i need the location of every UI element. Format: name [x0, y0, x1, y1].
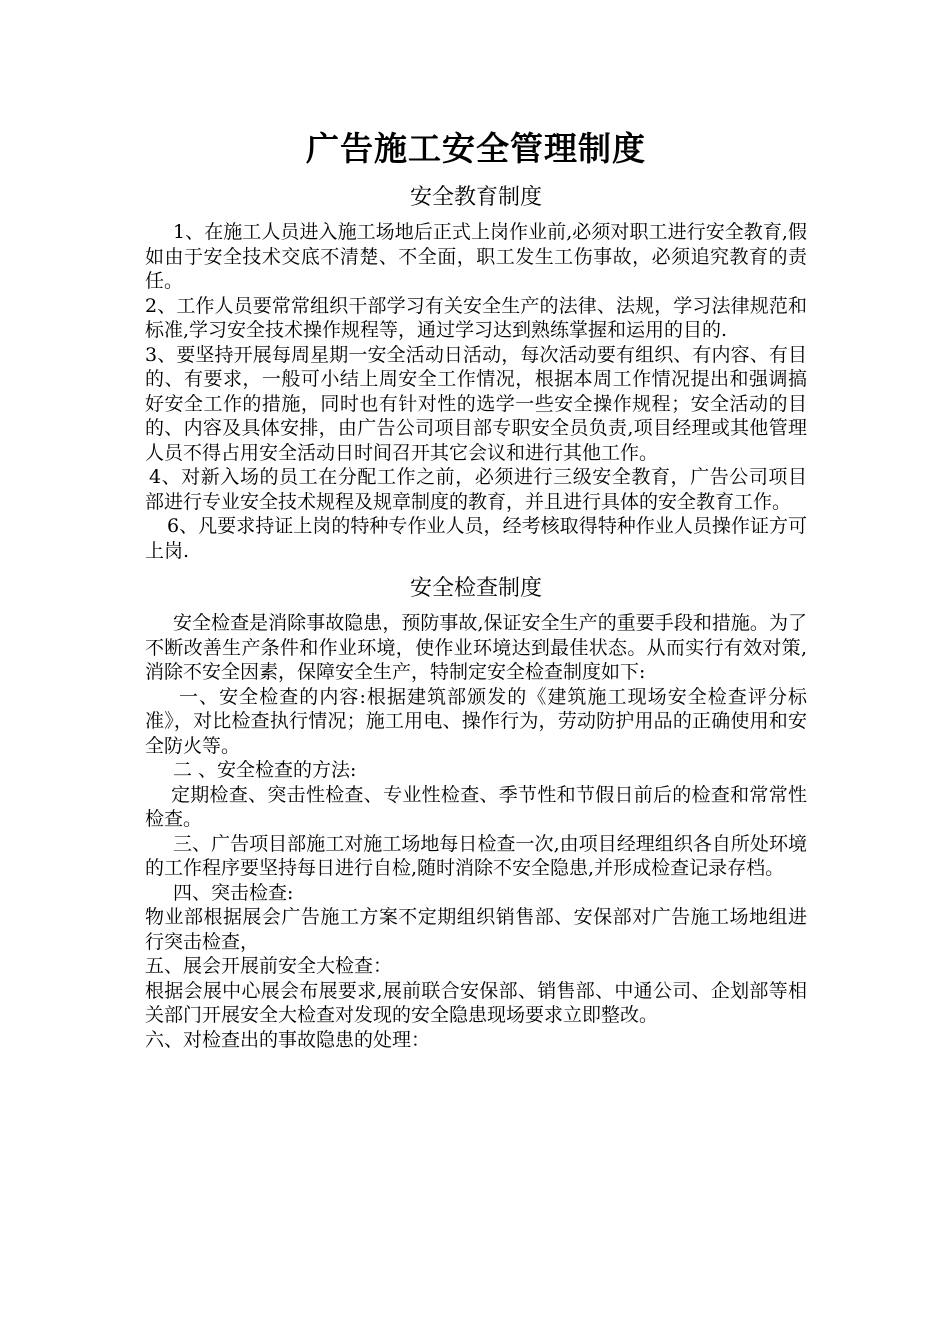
document-title: 广告施工安全管理制度	[306, 129, 646, 168]
paragraph: 2、工作人员要常常组织干部学习有关安全生产的法律、法规，学习法律规范和标准,学习安全技术操作规程等，通过学习达到熟练掌握和运用的目的.	[145, 294, 807, 341]
paragraph: 安全检查是消除事故隐患，预防事故,保证安全生产的重要手段和措施。为了不断改善生产条件和作业环境，使作业环境达到最佳状态。从而实行有效对策,消除不安全因素，保障安全生产，特制定安全检查制度如下:	[145, 612, 807, 683]
section-safety-inspection	[145, 571, 807, 1052]
section-safety-education	[145, 180, 807, 563]
document-page	[145, 120, 807, 1052]
paragraph: 1、在施工人员进入施工场地后正式上岗作业前,必须对职工进行安全教育,假如由于安全技术交底不清楚、不全面，职工发生工伤事故，必须追究教育的责任。	[145, 221, 807, 292]
paragraph: 一、安全检查的内容:根据建筑部颁发的《建筑施工现场安全检查评分标准》，对比检查执行情况；施工用电、操作行为，劳动防护用品的正确使用和安全防火等。	[145, 685, 807, 757]
paragraph: 五、展会开展前安全大检查：	[145, 955, 393, 977]
paragraph: 物业部根据展会广告施工方案不定期组织销售部、安保部对广告施工场地组进行突击检查，	[145, 906, 807, 953]
section-heading-safety-education: 安全教育制度	[409, 185, 542, 210]
paragraph: 二 、安全检查的方法:	[173, 759, 357, 781]
paragraph: 六、对检查出的事故隐患的处理：	[145, 1028, 431, 1051]
paragraph: 定期检查、突击性检查、专业性检查、季节性和节假日前后的检查和常常性检查。	[145, 783, 807, 830]
paragraph: 四、突击检查:	[173, 881, 294, 904]
paragraph: 根据会展中心展会布展要求,展前联合安保部、销售部、中通公司、企划部等相关部门开展安全大检查对发现的安全隐患现场要求立即整改。	[145, 979, 807, 1026]
paragraph: 4、对新入场的员工在分配工作之前，必须进行三级安全教育，广告公司项目部进行专业安全技术规程及规章制度的教育，并且进行具体的安全教育工作。	[145, 466, 807, 513]
paragraph: 三、广告项目部施工对施工场地每日检查一次,由项目经理组织各自所处环境的工作程序要坚持每日进行自检,随时消除不安全隐患,并形成检查记录存档。	[145, 832, 807, 879]
paragraph: 3、要坚持开展每周星期一安全活动日活动，每次活动要有组织、有内容、有目的、有要求，一般可小结上周安全工作情况，根据本周工作情况提出和强调搞好安全工作的措施，同时也有针对性的选学一些安全操作规程；安全活动的目的、内容及具体安排，由广告公司项目部专职安全员负责,项目经理或其他管理人员不得占用安全活动日时间召开其它会议和进行其他工作。	[145, 343, 807, 464]
paragraph: 6、凡要求持证上岗的特种专作业人员，经考核取得特种作业人员操作证方可上岗.	[145, 515, 807, 562]
section-heading-safety-inspection: 安全检查制度	[409, 576, 542, 601]
